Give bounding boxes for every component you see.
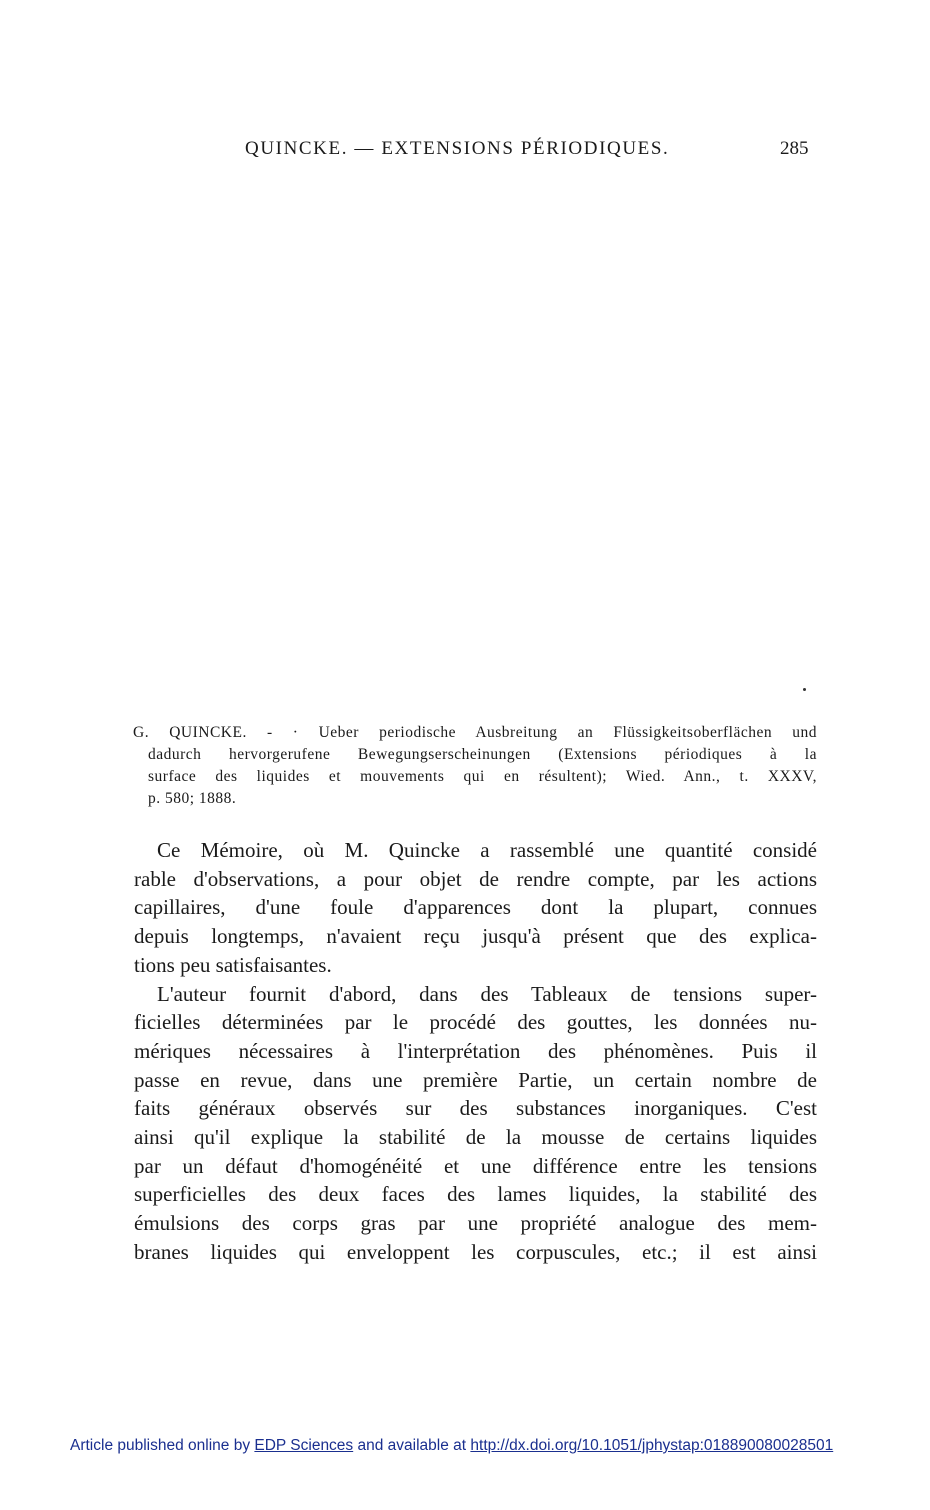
body-text	[134, 836, 817, 1267]
text-line: ainsi qu'il explique la stabilité de la mousse de certains liquides	[134, 1125, 817, 1150]
text-line: tions peu satisfaisantes.	[134, 952, 332, 977]
text-line: depuis longtemps, n'avaient reçu jusqu'à présent que des explica-	[134, 924, 817, 949]
text-line: passe en revue, dans une première Partie, un certain nombre de	[134, 1067, 817, 1092]
text-line: mériques nécessaires à l'interprétation des phénomènes. Puis il	[134, 1038, 817, 1063]
paragraph-1	[134, 836, 817, 980]
text-line: capillaires, d'une foule d'apparences dont la plupart, connues	[134, 895, 817, 920]
text-line: superficielles des deux faces des lames liquides, la stabilité des	[134, 1182, 817, 1207]
text-line: faits généraux observés sur des substances inorganiques. C'est	[134, 1096, 817, 1121]
bibliographic-reference	[133, 722, 817, 810]
text-line: par un défaut d'homogénéité et une différence entre les tensions	[134, 1153, 817, 1178]
text-line: L'auteur fournit d'abord, dans des Tableaux de tensions super-	[157, 981, 817, 1006]
paragraph-2	[134, 980, 817, 1267]
publisher-link[interactable]: EDP Sciences	[254, 1437, 354, 1454]
running-head	[0, 138, 930, 168]
text-line: ficielles déterminées par le procédé des gouttes, les données nu-	[134, 1010, 817, 1035]
reference-line: p. 580; 1888.	[148, 790, 237, 807]
footer-prefix: Article published online by	[70, 1437, 255, 1454]
doi-link[interactable]: http://dx.doi.org/10.1051/jphystap:018890080028501	[470, 1437, 834, 1454]
text-line: émulsions des corps gras par une propriété analogue des mem-	[134, 1211, 817, 1236]
text-line: branes liquides qui enveloppent les corpuscules, etc.; il est ainsi	[134, 1239, 817, 1264]
text-line: Ce Mémoire, où M. Quincke a rassemblé une quantité considé	[157, 838, 817, 862]
reference-line: G. QUINCKE. - · Ueber periodische Ausbreitung an Flüssigkeitsoberflächen und	[133, 724, 817, 741]
reference-line: surface des liquides et mouvements qui en résultent); Wied. Ann., t. XXXV,	[148, 768, 817, 785]
publication-footer	[70, 1437, 833, 1455]
running-title: QUINCKE. — EXTENSIONS PÉRIODIQUES.	[245, 138, 670, 159]
page-number: 285	[780, 138, 809, 159]
print-speck	[803, 688, 806, 691]
text-line: rable d'observations, a pour objet de rendre compte, par les actions	[134, 866, 817, 891]
footer-middle: and available at	[353, 1437, 471, 1454]
reference-line: dadurch hervorgerufene Bewegungserscheinungen (Extensions périodiques à la	[148, 746, 817, 763]
